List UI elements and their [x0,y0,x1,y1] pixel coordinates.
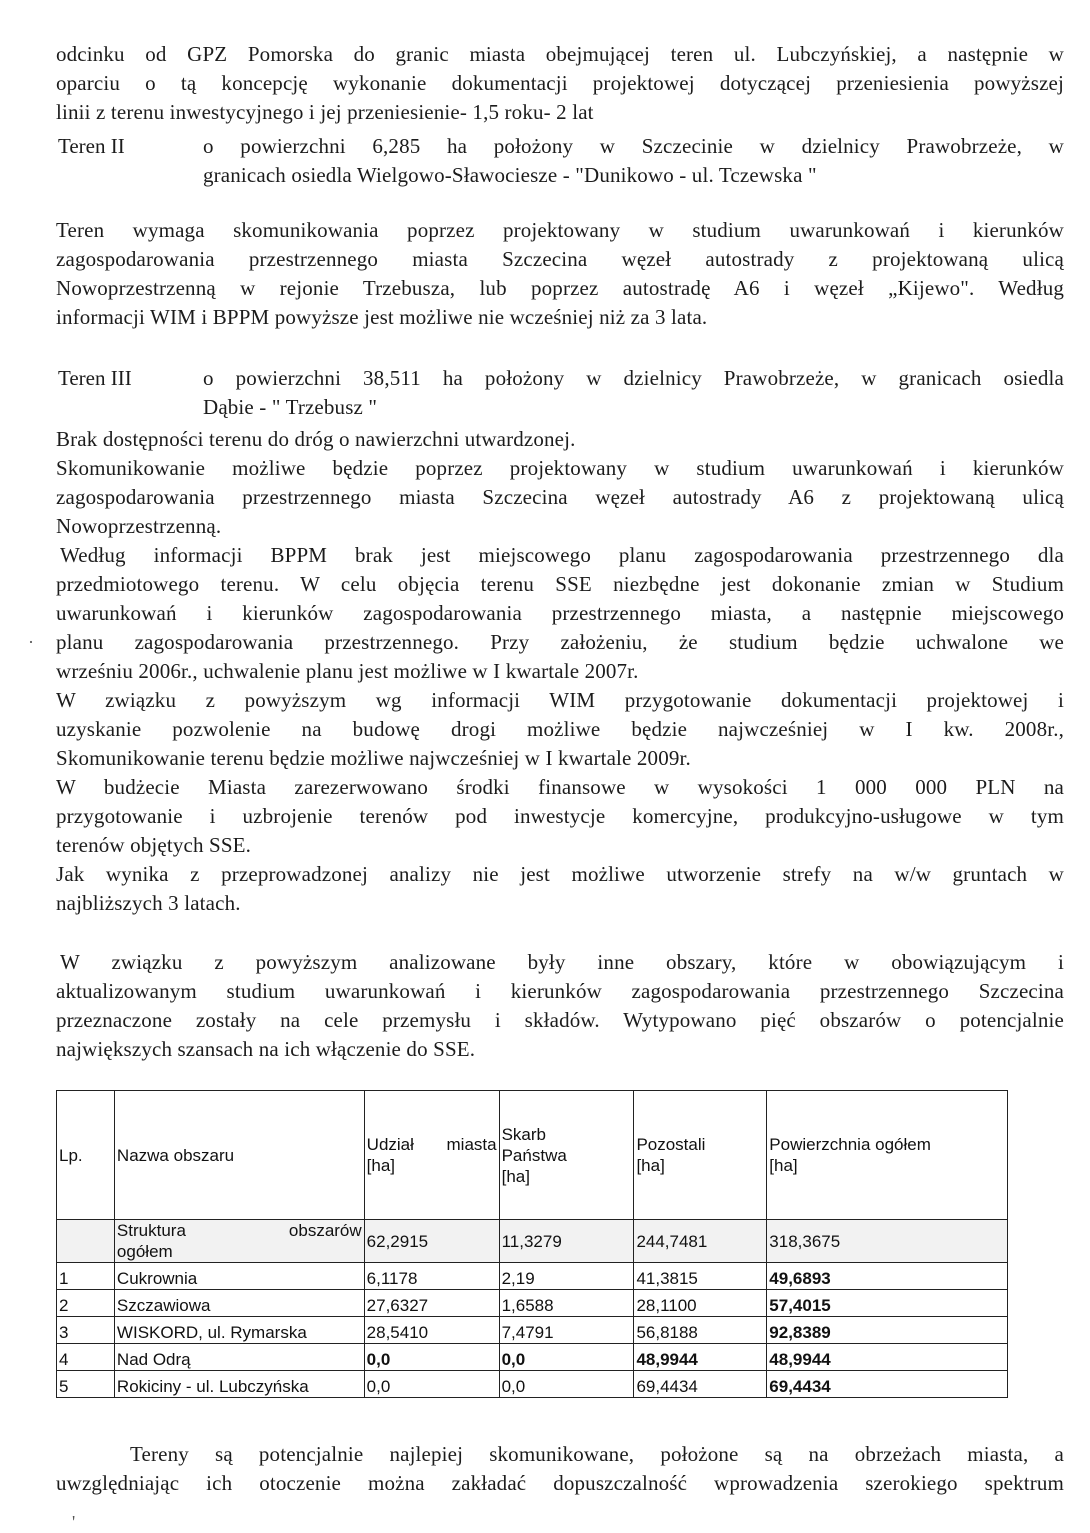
text-line: uwarunkowań i kierunków zagospodarowania przestrzennego miasta, a następnie miejscowego [56,601,1064,625]
header-udzial-a: Udział [366,1135,414,1154]
text-line: W budżecie Miasta zarezerwowano środki finansowe w wysokości 1 000 000 PLN na [56,775,1064,799]
areas-table [56,1090,1008,1398]
text-line: Nowoprzestrzenną. [56,514,222,538]
cell-skarb: 11,3279 [499,1220,634,1263]
header-udzial-b: miasta [446,1135,497,1154]
text-line: Skomunikowanie terenu będzie możliwe najwcześniej w I kwartale 2009r. [56,746,691,770]
cell-lp: 4 [57,1344,115,1371]
cell-lp: 5 [57,1371,115,1398]
header-udzial-unit: [ha] [366,1156,396,1175]
cell-lp [57,1220,115,1263]
cell-skarb: 0,0 [499,1344,634,1371]
header-pow-unit: [ha] [769,1156,798,1175]
cell-pozostali: 56,8188 [634,1317,767,1344]
scan-mark: · [28,632,34,652]
teren-label: Teren III [58,366,132,390]
cell-pow: 318,3675 [767,1220,1008,1263]
text-line: Tereny są potencjalnie najlepiej skomunikowane, położone są na obrzeżach miasta, a [130,1442,1064,1466]
total-name-c: ogółem [116,1242,173,1261]
cell-pozostali: 69,4434 [634,1371,767,1398]
cell-skarb: 1,6588 [499,1290,634,1317]
text-line: Według informacji BPPM brak jest miejscowego planu zagospodarowania przestrzennego dla [60,543,1064,567]
cell-name: Cukrownia [114,1263,364,1290]
header-name: Nazwa obszaru [114,1091,364,1220]
cell-udzial: 62,2915 [364,1220,499,1263]
scan-mark: ' [72,1512,76,1532]
header-skarb [499,1091,634,1220]
header-pozostali-unit: [ha] [636,1156,665,1175]
table-row [57,1263,1008,1290]
header-skarb-a: Skarb [501,1124,547,1144]
header-skarb-unit: [ha] [501,1166,530,1186]
text-line: terenów objętych SSE. [56,833,252,857]
cell-name: Szczawiowa [114,1290,364,1317]
cell-skarb: 7,4791 [499,1317,634,1344]
cell-udzial: 28,5410 [364,1317,499,1344]
text-line: zagospodarowania przestrzennego miasta Szczecina węzeł autostrady A6 z projektowaną ulicą [56,485,1064,509]
cell-udzial: 0,0 [364,1344,499,1371]
text-line: Dąbie - " Trzebusz " [203,395,378,419]
text-line: odcinku od GPZ Pomorska do granic miasta obejmującej teren ul. Lubczyńskiej, a następnie w [56,42,1064,66]
cell-skarb: 0,0 [499,1371,634,1398]
text-line: granicach osiedla Wielgowo-Sławociesze - "Dunikowo - ul. Tczewska " [203,163,817,187]
text-line: Brak dostępności terenu do dróg o nawierzchni utwardzonej. [56,427,576,451]
text-line: uwzględniając ich otoczenie można zakładać dopuszczalność wprowadzenia szerokiego spektrum [56,1471,1064,1495]
text-line: przeznaczone zostały na cele przemysłu i składów. Wytypowano pięć obszarów o potencjalnie [56,1008,1064,1032]
cell-name: WISKORD, ul. Rymarska [114,1317,364,1344]
cell-pow: 69,4434 [767,1371,1008,1398]
header-pozostali-a: Pozostali [636,1135,706,1154]
table-row [57,1290,1008,1317]
cell-pozostali: 244,7481 [634,1220,767,1263]
text-line: aktualizowanym studium uwarunkowań i kierunków zagospodarowania przestrzennego Szczecina [56,979,1064,1003]
table-total-row [57,1220,1008,1263]
cell-lp: 1 [57,1263,115,1290]
header-pozostali [634,1091,767,1220]
text-line: uzyskanie pozwolenie na budowę drogi możliwe będzie najwcześniej w I kw. 2008r., [56,717,1064,741]
table-row [57,1344,1008,1371]
cell-pow: 57,4015 [767,1290,1008,1317]
text-line: linii z terenu inwestycyjnego i jej przeniesienie- 1,5 roku- 2 lat [56,100,594,124]
cell-skarb: 2,19 [499,1263,634,1290]
table-row [57,1317,1008,1344]
text-line: wrześniu 2006r., uchwalenie planu jest możliwe w I kwartale 2007r. [56,659,639,683]
cell-pozostali: 41,3815 [634,1263,767,1290]
text-line: o powierzchni 6,285 ha położony w Szczecinie w dzielnicy Prawobrzeże, w [203,134,1064,158]
cell-name [114,1220,364,1263]
text-line: W związku z powyższym analizowane były inne obszary, które w obowiązującym i [60,950,1064,974]
text-line: informacji WIM i BPPM powyższe jest możliwe nie wcześniej niż za 3 lata. [56,305,708,329]
text-line: planu zagospodarowania przestrzennego. Przy założeniu, że studium będzie uchwalone we [56,630,1064,654]
text-line: Skomunikowanie możliwe będzie poprzez projektowany w studium uwarunkowań i kierunków [56,456,1064,480]
header-skarb-b: Państwa [501,1145,567,1165]
header-powierzchnia [767,1091,1008,1220]
text-line: Teren wymaga skomunikowania poprzez projektowany w studium uwarunkowań i kierunków [56,218,1064,242]
cell-pozostali: 28,1100 [634,1290,767,1317]
cell-pow: 92,8389 [767,1317,1008,1344]
table-row [57,1371,1008,1398]
cell-udzial: 0,0 [364,1371,499,1398]
text-line: przygotowanie i uzbrojenie terenów pod inwestycje komercyjne, produkcyjno-usługowe w tym [56,804,1064,828]
text-line: przedmiotowego terenu. W celu objęcia terenu SSE niezbędne jest dokonanie zmian w Studium [56,572,1064,596]
table-header-row [57,1091,1008,1220]
text-line: Nowoprzestrzenną w rejonie Trzebusza, lub poprzez autostradę A6 i węzeł „Kijewo". Według [56,276,1064,300]
cell-name: Rokiciny - ul. Lubczyńska [114,1371,364,1398]
text-line: W związku z powyższym wg informacji WIM przygotowanie dokumentacji projektowej i [56,688,1064,712]
header-lp: Lp. [57,1091,115,1220]
cell-lp: 2 [57,1290,115,1317]
teren-label: Teren II [58,134,125,158]
text-line: zagospodarowania przestrzennego miasta Szczecina węzeł autostrady z projektowaną ulicą [56,247,1064,271]
text-line: największych szansach na ich włączenie do SSE. [56,1037,476,1061]
cell-udzial: 6,1178 [364,1263,499,1290]
text-line: Jak wynika z przeprowadzonej analizy nie jest możliwe utworzenie strefy na w/w gruntach w [56,862,1064,886]
cell-pozostali: 48,9944 [634,1344,767,1371]
total-name-a: Struktura [116,1221,186,1240]
header-pow-a: Powierzchnia ogółem [769,1135,931,1154]
header-udzial [364,1091,499,1220]
cell-pow: 49,6893 [767,1263,1008,1290]
text-line: najbliższych 3 latach. [56,891,241,915]
text-line: o powierzchni 38,511 ha położony w dzielnicy Prawobrzeże, w granicach osiedla [203,366,1064,390]
cell-pow: 48,9944 [767,1344,1008,1371]
total-name-b: obszarów [288,1221,362,1240]
text-line: oparciu o tą koncepcję wykonanie dokumentacji projektowej dotyczącej przeniesienia powyższej [56,71,1064,95]
cell-lp: 3 [57,1317,115,1344]
cell-udzial: 27,6327 [364,1290,499,1317]
cell-name: Nad Odrą [114,1344,364,1371]
